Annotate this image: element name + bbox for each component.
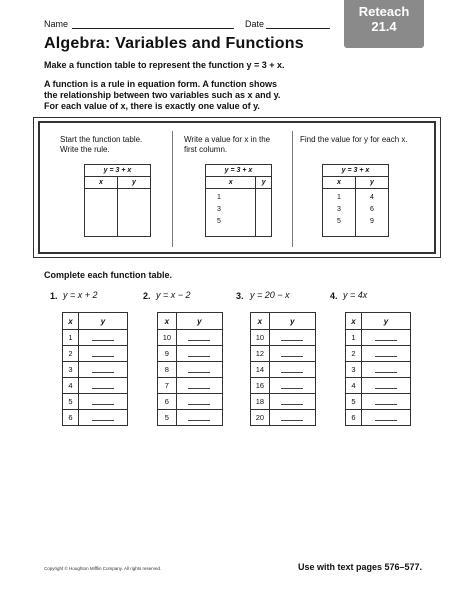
x-value: 5: [158, 410, 177, 426]
x-header: x: [63, 313, 79, 330]
rule-cell: y = 3 + x: [85, 165, 151, 177]
y-value: 9: [370, 218, 374, 225]
x-value: 14: [251, 362, 270, 378]
y-answer-blank[interactable]: [78, 346, 127, 362]
y-answer-blank[interactable]: [78, 330, 127, 346]
badge-title: Reteach: [358, 4, 410, 19]
exercise3-table: [250, 312, 316, 426]
exercise4-table: [345, 312, 411, 426]
y-answer-blank[interactable]: [361, 410, 410, 426]
y-answer-blank[interactable]: [176, 410, 222, 426]
x-value: 5: [217, 218, 221, 225]
x-value: 20: [251, 410, 270, 426]
y-header: y: [355, 177, 388, 189]
y-answer-blank[interactable]: [78, 410, 127, 426]
y-answer-blank[interactable]: [361, 378, 410, 394]
x-values-cell: [323, 189, 356, 237]
y-value: 6: [370, 206, 374, 213]
x-value: 12: [251, 346, 270, 362]
y-answer-blank[interactable]: [361, 346, 410, 362]
x-header: x: [251, 313, 270, 330]
x-value: 6: [158, 394, 177, 410]
complete-heading: Complete each function table.: [44, 270, 173, 280]
y-cell[interactable]: [117, 189, 150, 237]
column-divider: [292, 131, 293, 247]
step1-function-table: [84, 164, 151, 237]
x-value: 8: [158, 362, 177, 378]
x-value: 3: [346, 362, 362, 378]
exercise-number: 1.: [50, 291, 58, 301]
x-header: x: [323, 177, 356, 189]
y-answer-blank[interactable]: [269, 346, 315, 362]
x-value: 10: [158, 330, 177, 346]
x-value: 1: [346, 330, 362, 346]
x-value: 4: [346, 378, 362, 394]
x-value: 10: [251, 330, 270, 346]
x-value: 7: [158, 378, 177, 394]
x-header: x: [206, 177, 256, 189]
step2-function-table: [205, 164, 272, 237]
step-text: Write the rule.: [60, 145, 110, 154]
copyright-notice: Copyright © Houghton Mifflin Company. All rights reserved.: [44, 566, 162, 571]
y-cell[interactable]: [256, 189, 272, 237]
intro-instruction: Make a function table to represent the function y = 3 + x.: [44, 60, 285, 70]
x-value: 5: [346, 394, 362, 410]
x-value: 5: [63, 394, 79, 410]
y-header: y: [78, 313, 127, 330]
y-header: y: [256, 177, 272, 189]
intro-definition: [44, 79, 280, 112]
intro-line: the relationship between two variables such as x and y.: [44, 90, 281, 100]
y-answer-blank[interactable]: [361, 362, 410, 378]
y-answer-blank[interactable]: [176, 330, 222, 346]
date-label: Date: [245, 19, 265, 29]
text-pages-reference: Use with text pages 576–577.: [298, 562, 423, 572]
rule-cell: y = 3 + x: [206, 165, 272, 177]
x-header: x: [158, 313, 177, 330]
exercise-number: 2.: [143, 291, 151, 301]
y-answer-blank[interactable]: [269, 410, 315, 426]
column-divider: [172, 131, 173, 247]
step-text: first column.: [184, 145, 228, 154]
x-values-cell: [206, 189, 256, 237]
name-label: Name: [44, 19, 69, 29]
exercise-equation: y = 20 − x: [250, 290, 290, 300]
exercise1-table: [62, 312, 128, 426]
x-cell[interactable]: [85, 189, 118, 237]
x-value: 4: [63, 378, 79, 394]
exercise2-table: [157, 312, 223, 426]
y-answer-blank[interactable]: [78, 378, 127, 394]
x-value: 6: [346, 410, 362, 426]
exercise-number: 4.: [330, 291, 338, 301]
y-header: y: [361, 313, 410, 330]
x-value: 3: [337, 206, 341, 213]
y-value: 4: [370, 194, 374, 201]
x-value: 3: [217, 206, 221, 213]
x-value: 9: [158, 346, 177, 362]
step1-instructions: [60, 135, 142, 155]
x-value: 2: [346, 346, 362, 362]
y-answer-blank[interactable]: [176, 378, 222, 394]
name-field[interactable]: [72, 28, 234, 29]
y-answer-blank[interactable]: [176, 362, 222, 378]
y-answer-blank[interactable]: [176, 394, 222, 410]
y-answer-blank[interactable]: [78, 394, 127, 410]
step-text: Write a value for x in the: [184, 135, 271, 144]
exercise-number: 3.: [236, 291, 244, 301]
y-answer-blank[interactable]: [361, 394, 410, 410]
y-header: y: [269, 313, 315, 330]
x-value: 1: [337, 194, 341, 201]
y-answer-blank[interactable]: [269, 394, 315, 410]
date-field[interactable]: [266, 28, 330, 29]
page-title: Algebra: Variables and Functions: [44, 35, 304, 52]
rule-cell: y = 3 + x: [323, 165, 389, 177]
x-value: 1: [63, 330, 79, 346]
step2-instructions: [184, 135, 270, 155]
x-value: 3: [63, 362, 79, 378]
badge-number: 21.4: [371, 19, 397, 34]
y-header: y: [176, 313, 222, 330]
y-header: y: [117, 177, 150, 189]
y-answer-blank[interactable]: [361, 330, 410, 346]
x-value: 6: [63, 410, 79, 426]
exercise-equation: y = x − 2: [156, 290, 191, 300]
y-answer-blank[interactable]: [269, 330, 315, 346]
intro-line: A function is a rule in equation form. A function shows: [44, 79, 278, 89]
x-value: 16: [251, 378, 270, 394]
y-answer-blank[interactable]: [78, 362, 127, 378]
y-values-cell: [355, 189, 388, 237]
x-value: 1: [217, 194, 221, 201]
exercise-equation: y = 4x: [343, 290, 368, 300]
step3-function-table: [322, 164, 389, 237]
x-header: x: [346, 313, 362, 330]
x-value: 5: [337, 218, 341, 225]
x-value: 18: [251, 394, 270, 410]
y-answer-blank[interactable]: [176, 346, 222, 362]
reteach-badge: [344, 0, 424, 48]
step-text: Start the function table.: [60, 135, 143, 144]
exercise-equation: y = x + 2: [63, 290, 98, 300]
x-header: x: [85, 177, 118, 189]
y-answer-blank[interactable]: [269, 378, 315, 394]
x-value: 2: [63, 346, 79, 362]
step3-instructions: Find the value for y for each x.: [300, 135, 408, 144]
y-answer-blank[interactable]: [269, 362, 315, 378]
intro-line: For each value of x, there is exactly one value of y.: [44, 101, 260, 111]
